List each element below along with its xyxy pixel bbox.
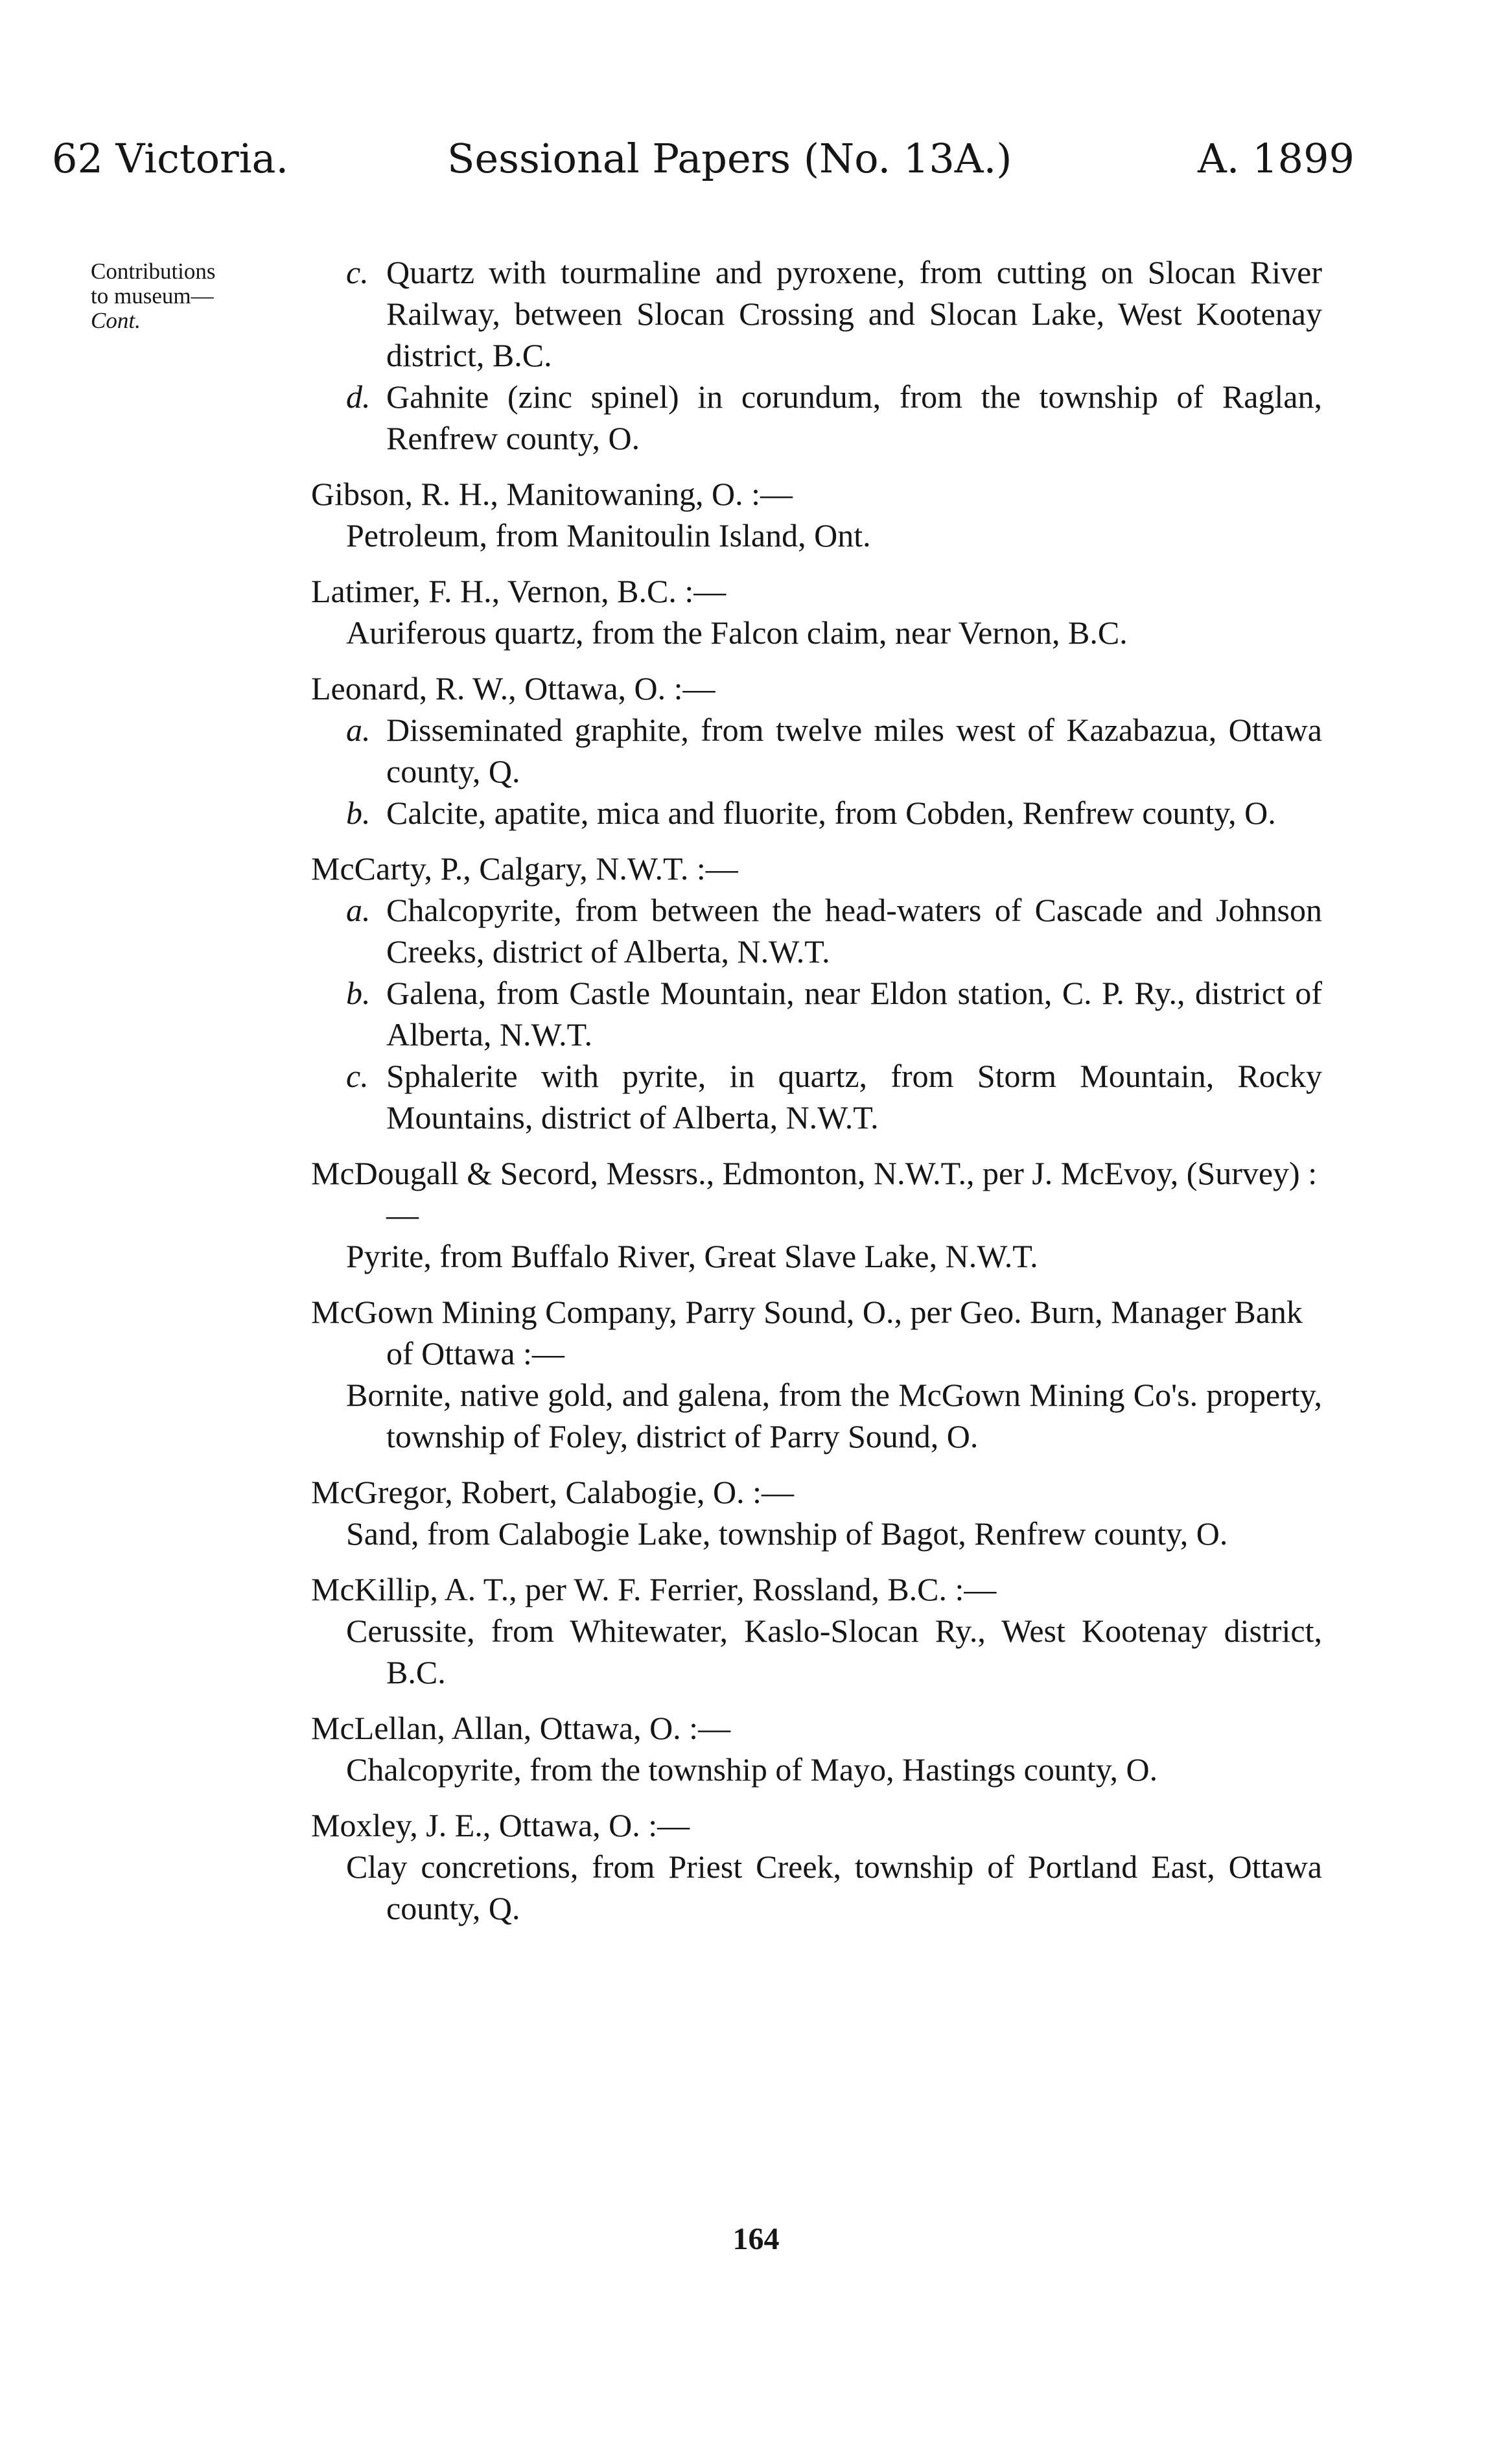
margin-note-line-2: to museum— — [91, 283, 214, 309]
item-letter: d. — [346, 379, 371, 415]
margin-note-line-1: Contributions — [91, 259, 216, 284]
margin-note-line-3: Cont. — [91, 308, 141, 333]
specimen-description: Cerussite, from Whitewater, Kaslo-Slocan Ry., West Kootenay district, B.C. — [346, 1613, 1322, 1690]
item-letter: b. — [346, 975, 371, 1011]
page-number: 164 — [732, 2222, 780, 2256]
contributor-name: McDougall & Secord, Messrs., Edmonton, N.W.T., per J. McEvoy, (Survey) :— — [311, 1155, 1318, 1233]
list-entry — [311, 1569, 1322, 1693]
contributor-name: McLellan, Allan, Ottawa, O. :— — [311, 1710, 731, 1746]
item-text: Calcite, apatite, mica and fluorite, from Cobden, Renfrew county, O. — [386, 795, 1276, 831]
contributor-name: Latimer, F. H., Vernon, B.C. :— — [311, 573, 727, 609]
specimen-description: Clay concretions, from Priest Creek, township of Portland East, Ottawa county, Q. — [346, 1849, 1322, 1926]
item-letter: c. — [346, 254, 369, 290]
item-text: Galena, from Castle Mountain, near Eldon station, C. P. Ry., district of Alberta, N.W.T. — [386, 975, 1322, 1053]
contributor-name: McCarty, P., Calgary, N.W.T. :— — [311, 850, 738, 887]
header-left: 62 Victoria. — [52, 135, 289, 182]
item-letter: a. — [346, 892, 371, 928]
item-text: Quartz with tourmaline and pyroxene, from cutting on Slocan River Railway, between Slocan Crossing and Slocan Lake, West Kootenay district, B.C. — [386, 254, 1322, 373]
contributions-list — [311, 251, 1322, 1943]
list-entry — [311, 1804, 1322, 1929]
item-letter: a. — [346, 712, 371, 748]
entry-item — [311, 376, 1322, 459]
running-header — [52, 130, 1355, 188]
specimen-description: Petroleum, from Manitoulin Island, Ont. — [346, 517, 871, 554]
list-entry — [311, 1152, 1322, 1277]
item-text: Gahnite (zinc spinel) in corundum, from the township of Raglan, Renfrew county, O. — [386, 379, 1322, 456]
specimen-description: Auriferous quartz, from the Falcon claim, near Vernon, B.C. — [346, 614, 1128, 651]
contributor-name: Moxley, J. E., Ottawa, O. :— — [311, 1807, 690, 1843]
specimen-description: Chalcopyrite, from the township of Mayo, Hastings county, O. — [346, 1751, 1158, 1788]
specimen-description: Sand, from Calabogie Lake, township of Bagot, Renfrew county, O. — [346, 1515, 1228, 1552]
list-entry — [311, 1471, 1322, 1554]
specimen-description: Bornite, native gold, and galena, from the McGown Mining Co's. property, township of Foley, district of Parry Sound, O. — [346, 1377, 1322, 1454]
list-entry — [311, 473, 1322, 556]
entry-item — [311, 972, 1322, 1055]
item-text: Disseminated graphite, from twelve miles west of Kazabazua, Ottawa county, Q. — [386, 712, 1322, 789]
contributor-name: McGown Mining Company, Parry Sound, O., per Geo. Burn, Manager Bank of Ottawa :— — [311, 1294, 1303, 1371]
item-letter: c. — [346, 1058, 369, 1094]
header-right: A. 1899 — [1198, 135, 1355, 182]
margin-note — [91, 259, 285, 333]
list-entry — [311, 251, 1322, 459]
list-entry — [311, 848, 1322, 1138]
specimen-description: Pyrite, from Buffalo River, Great Slave Lake, N.W.T. — [346, 1238, 1038, 1274]
contributor-name: Gibson, R. H., Manitowaning, O. :— — [311, 476, 793, 512]
list-entry — [311, 570, 1322, 653]
list-entry — [311, 1291, 1322, 1457]
item-text: Sphalerite with pyrite, in quartz, from Storm Mountain, Rocky Mountains, district of Alberta, N.W.T. — [386, 1058, 1322, 1136]
entry-item — [311, 792, 1322, 834]
entry-item — [311, 889, 1322, 972]
contributor-name: McGregor, Robert, Calabogie, O. :— — [311, 1474, 795, 1510]
header-center: Sessional Papers (No. 13A.) — [447, 135, 1012, 182]
item-letter: b. — [346, 795, 371, 831]
list-entry — [311, 668, 1322, 834]
entry-item — [311, 251, 1322, 376]
contributor-name: McKillip, A. T., per W. F. Ferrier, Rossland, B.C. :— — [311, 1571, 997, 1607]
list-entry — [311, 1707, 1322, 1790]
contributor-name: Leonard, R. W., Ottawa, O. :— — [311, 670, 715, 706]
item-text: Chalcopyrite, from between the head-waters of Cascade and Johnson Creeks, district of Alberta, N.W.T. — [386, 892, 1322, 970]
entry-item — [311, 709, 1322, 792]
entry-item — [311, 1055, 1322, 1138]
